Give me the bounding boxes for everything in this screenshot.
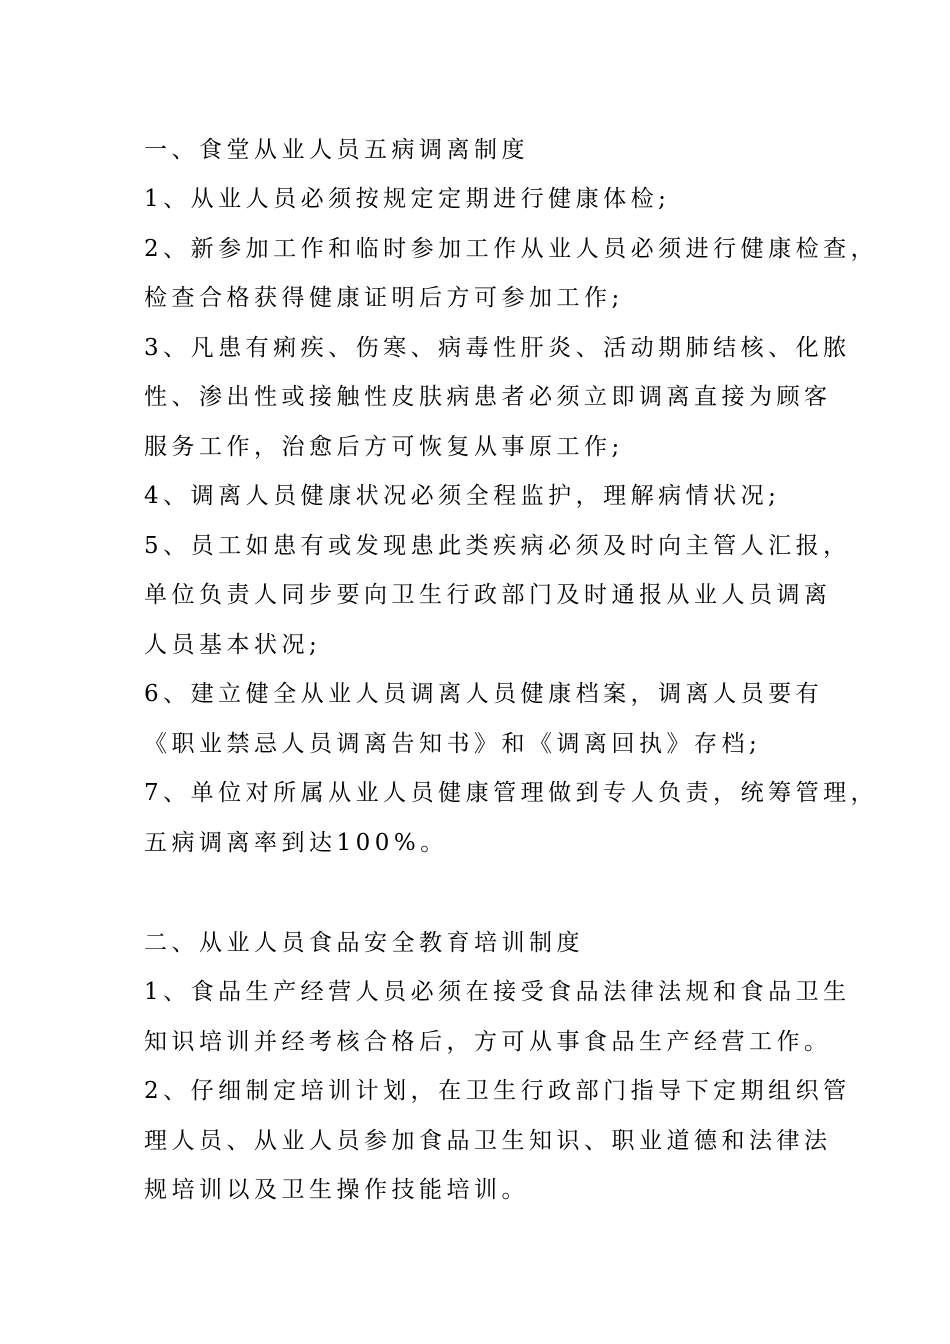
section2-line: 理人员、从业人员参加食品卫生知识、职业道德和法律法 xyxy=(144,1128,832,1154)
section1-line: 性、渗出性或接触性皮肤病患者必须立即调离直接为顾客 xyxy=(144,384,832,410)
section1-line: 6、建立健全从业人员调离人员健康档案，调离人员要有 xyxy=(144,681,824,707)
section1-line: 2、新参加工作和临时参加工作从业人员必须进行健康检查， xyxy=(144,236,879,262)
section1-line: 人员基本状况; xyxy=(144,632,322,658)
section1-line: 3、凡患有痢疾、伤寒、病毒性肝炎、活动期肺结核、化脓 xyxy=(144,335,851,361)
section1-line: 服务工作，治愈后方可恢复从事原工作; xyxy=(144,434,624,460)
section1-line: 7、单位对所属从业人员健康管理做到专人负责，统筹管理， xyxy=(144,780,879,806)
section2-line: 知识培训并经考核合格后，方可从事食品生产经营工作。 xyxy=(144,1029,832,1055)
section1-line: 检查合格获得健康证明后方可参加工作; xyxy=(144,285,624,311)
section2-line: 2、仔细制定培训计划，在卫生行政部门指导下定期组织管 xyxy=(144,1078,851,1104)
section1-line: 单位负责人同步要向卫生行政部门及时通报从业人员调离 xyxy=(144,582,832,608)
section1-line: 4、调离人员健康状况必须全程监护，理解病情状况; xyxy=(144,483,781,509)
section1-line: 《职业禁忌人员调离告知书》和《调离回执》存档; xyxy=(144,731,762,757)
section1-line: 5、员工如患有或发现患此类疾病必须及时向主管人汇报， xyxy=(144,533,851,559)
section1-line: 1、从业人员必须按规定定期进行健康体检; xyxy=(144,186,671,212)
section1-line: 五病调离率到达100%。 xyxy=(144,830,448,856)
section2-line: 1、食品生产经营人员必须在接受食品法律法规和食品卫生 xyxy=(144,979,851,1005)
section2-line: 规培训以及卫生操作技能培训。 xyxy=(144,1177,529,1203)
section2-heading: 二、从业人员食品安全教育培训制度 xyxy=(144,930,584,956)
section1-heading: 一、食堂从业人员五病调离制度 xyxy=(144,137,529,163)
